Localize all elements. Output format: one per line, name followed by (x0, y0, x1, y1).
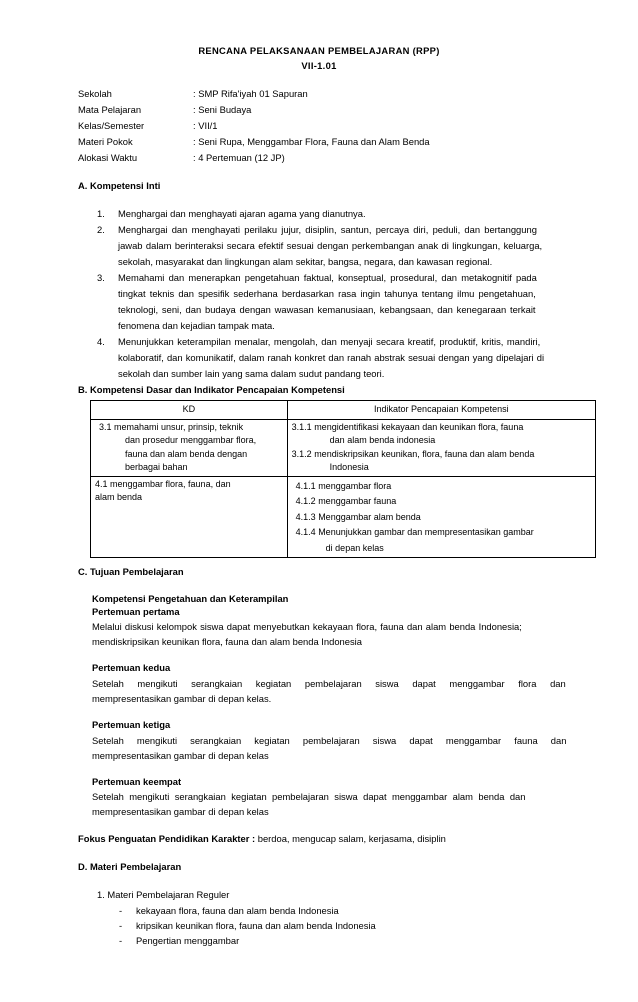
bullet-dash: - (119, 935, 123, 946)
identity-value: : Seni Rupa, Menggambar Flora, Fauna dan Alam Benda (193, 136, 430, 147)
section-a-heading: A. Kompetensi Inti (78, 180, 161, 191)
cell-line: berbagai bahan (125, 462, 188, 472)
table-row (91, 476, 596, 558)
list-item-line: sekolah, masyarakat dan lingkungan alam sekitar, bangsa, negara, dan kawasan regional. (118, 256, 493, 267)
bullet-dash: - (119, 920, 123, 931)
document-code: VII-1.01 (301, 60, 337, 71)
list-number: 1. (97, 208, 105, 219)
table-cell-kd (91, 419, 288, 476)
identity-label: Kelas/Semester (78, 120, 145, 131)
cell-line: 4.1 menggambar flora, fauna, dan (95, 478, 231, 489)
list-item-line: Memahami dan menerapkan pengetahuan faktual, konseptual, prosedural, dan metakognitif pada (118, 272, 537, 283)
identity-value: : Seni Budaya (193, 104, 252, 115)
list-number: 2. (97, 224, 105, 235)
cell-line: 3.1.2 mendiskripsikan keunikan, flora, fauna dan alam benda (291, 448, 535, 459)
list-item-line: teknologi, seni, dan budaya dengan wawasan kemanusiaan, kebangsaan, dan kenegaraan terkait (118, 304, 536, 315)
table-header-indikator: Indikator Pencapaian Kompetensi (287, 401, 595, 420)
character-focus-label: Fokus Penguatan Pendidikan Karakter : (78, 833, 256, 844)
identity-label: Materi Pokok (78, 136, 133, 147)
identity-label: Mata Pelajaran (78, 104, 142, 115)
table-cell-indikator (287, 419, 595, 476)
list-item-line: jawab dalam berinteraksi secara efektif sesuai dengan perkembangan anak di lingkungan, keluarga, (118, 240, 543, 251)
list-item-line: sekolah dan sumber lain yang sama dalam sudut pandang teori. (118, 368, 385, 379)
identity-value: : 4 Pertemuan (12 JP) (193, 152, 285, 163)
list-item-line: fenomena dan kejadian tampak mata. (118, 320, 275, 331)
cell-line: 4.1.2 menggambar fauna (295, 496, 397, 506)
list-item-line: Menghargai dan menghayati perilaku jujur, disiplin, santun, percaya diri, peduli, dan bertanggung (118, 224, 537, 235)
character-focus (78, 833, 446, 844)
meeting-text: mempresentasikan gambar di depan kelas (92, 750, 269, 761)
cell-line: 4.1.3 Menggambar alam benda (295, 511, 421, 522)
meeting-text: mempresentasikan gambar di depan kelas. (92, 693, 272, 704)
identity-label: Alokasi Waktu (78, 152, 138, 163)
section-b-heading: B. Kompetensi Dasar dan Indikator Pencapaian Kompetensi (78, 384, 345, 395)
document-title: RENCANA PELAKSANAAN PEMBELAJARAN (RPP) (198, 45, 440, 56)
cell-line: 4.1.4 Menunjukkan gambar dan mempresentasikan gambar (295, 527, 534, 537)
subheading: Kompetensi Pengetahuan dan Keterampilan (92, 593, 289, 604)
cell-line: 3.1 memahami unsur, prinsip, teknik (99, 421, 244, 432)
cell-line: dan alam benda indonesia (329, 435, 436, 445)
table-row (91, 419, 596, 476)
table-header-kd: KD (91, 401, 288, 420)
kd-table (90, 400, 596, 558)
cell-line: 3.1.1 mengidentifikasi kekayaan dan keunikan flora, fauna (291, 421, 524, 432)
bullet-item: kripsikan keunikan flora, fauna dan alam benda Indonesia (136, 920, 376, 931)
meeting-text: Melalui diskusi kelompok siswa dapat menyebutkan kekayaan flora, fauna dan alam benda Indonesia; (92, 621, 522, 632)
meeting-title: Pertemuan kedua (92, 662, 171, 673)
meeting-text: Setelah mengikuti serangkaian kegiatan pembelajaran siswa dapat menggambar alam benda dan (92, 791, 526, 802)
identity-value: : SMP Rifa'iyah 01 Sapuran (193, 88, 308, 99)
list-number: 3. (97, 272, 105, 283)
cell-line: alam benda (95, 492, 143, 502)
table-cell-indikator (287, 476, 595, 558)
meeting-text: mempresentasikan gambar di depan kelas (92, 806, 269, 817)
identity-value: : VII/1 (193, 120, 218, 131)
list-item-line: Menunjukkan keterampilan menalar, mengolah, dan menyaji secara kreatif, produktif, kritis, mandiri, (118, 336, 541, 347)
bullet-item: kekayaan flora, fauna dan alam benda Indonesia (136, 905, 339, 916)
list-number: 4. (97, 336, 105, 347)
meeting-text: mendiskripsikan keunikan flora, fauna dan alam benda Indonesia (92, 636, 362, 647)
list-item-line: Menghargai dan menghayati ajaran agama yang dianutnya. (118, 208, 366, 219)
section-d-heading: D. Materi Pembelajaran (78, 861, 182, 872)
meeting-title: Pertemuan pertama (92, 606, 180, 617)
meeting-text: Setelah mengikuti serangkaian kegiatan pembelajaran siswa dapat menggambar flora dan (92, 678, 566, 689)
bullet-dash: - (119, 905, 123, 916)
character-focus-value: berdoa, mengucap salam, kerjasama, disiplin (255, 833, 446, 844)
table-cell-kd (91, 476, 288, 558)
cell-line: dan prosedur menggambar flora, (125, 435, 257, 445)
materi-item: 1. Materi Pembelajaran Reguler (97, 889, 230, 900)
cell-line: Indonesia (329, 462, 369, 472)
cell-line: 4.1.1 menggambar flora (295, 480, 392, 491)
meeting-title: Pertemuan ketiga (92, 719, 171, 730)
cell-line: fauna dan alam benda dengan (125, 448, 248, 459)
identity-label: Sekolah (78, 88, 112, 99)
bullet-item: Pengertian menggambar (136, 935, 240, 946)
meeting-text: Setelah mengikuti serangkaian kegiatan pembelajaran siswa dapat menggambar fauna dan (92, 735, 567, 746)
table-header-row (91, 401, 596, 420)
cell-line: di depan kelas (325, 542, 384, 553)
list-item-line: tingkat teknis dan spesifik sederhana berdasarkan rasa ingin tahunya tentang ilmu pengetahuan, (118, 288, 536, 299)
list-item-line: kolaboratif, dan komunikatif, dalam ranah konkret dan ranah abstrak sesuai dengan yang dipelajari di (118, 352, 545, 363)
section-c-heading: C. Tujuan Pembelajaran (78, 566, 184, 577)
meeting-title: Pertemuan keempat (92, 776, 182, 787)
